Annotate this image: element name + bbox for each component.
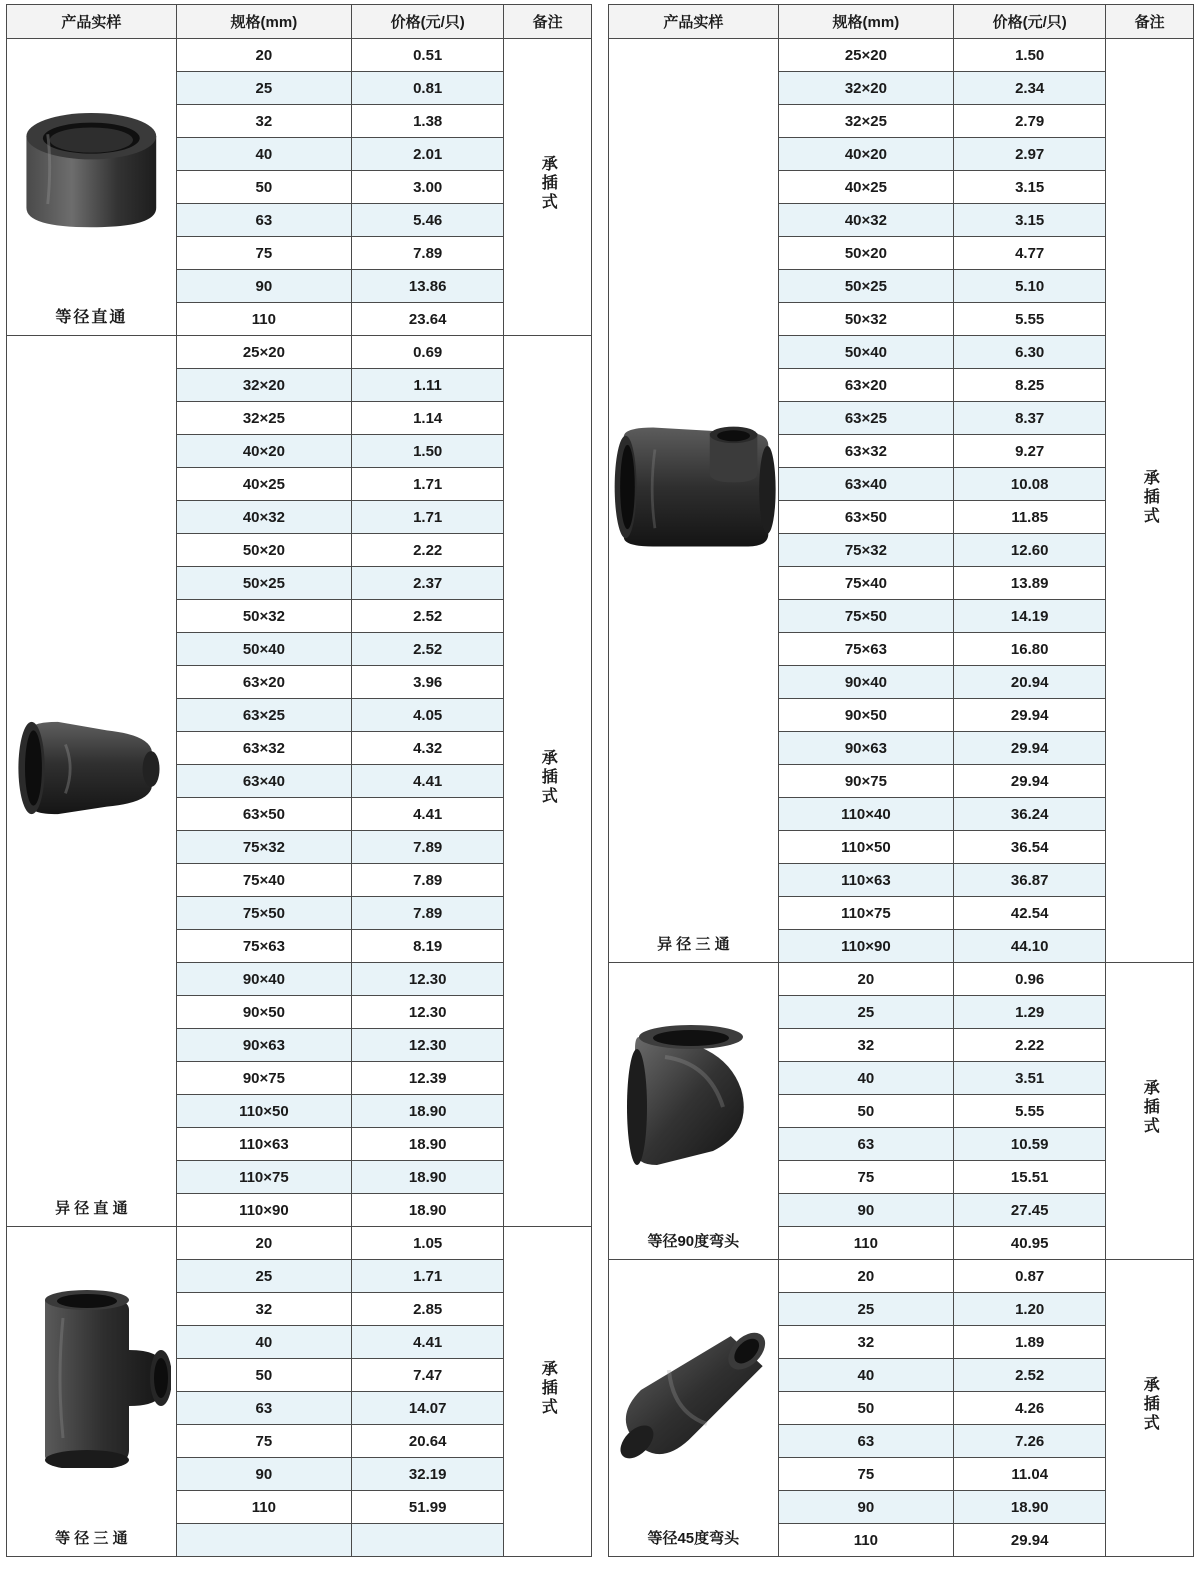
price-cell: 5.46 [352,204,504,237]
price-cell: 20.64 [352,1425,504,1458]
price-cell: 3.15 [954,204,1106,237]
price-cell: 1.71 [352,1260,504,1293]
spec-cell: 110 [176,1491,352,1524]
spec-cell: 32×25 [176,402,352,435]
coupler-photo [9,105,174,240]
product-photo-cell-2 [609,963,779,1260]
price-cell: 27.45 [954,1194,1106,1227]
spec-cell: 40 [778,1062,954,1095]
spec-cell: 110×63 [778,864,954,897]
spec-cell: 63×32 [778,435,954,468]
spec-cell: 63×32 [176,732,352,765]
spec-cell: 25 [778,1293,954,1326]
price-cell: 11.85 [954,501,1106,534]
price-cell: 2.52 [352,600,504,633]
product-name-label: 异 径 三 通 [657,936,730,953]
spec-cell: 110×75 [778,897,954,930]
note-text: 承插式 [1141,1079,1159,1137]
spec-cell: 32×20 [176,369,352,402]
header-photo: 产品实样 [7,5,177,39]
spec-cell: 75×50 [778,600,954,633]
header-note: 备注 [504,5,592,39]
price-cell: 5.55 [954,303,1106,336]
spec-cell: 110×75 [176,1161,352,1194]
note-cell-1 [1106,39,1194,963]
spec-cell: 110×50 [778,831,954,864]
left-price-table [6,4,592,1557]
spec-cell: 90×50 [176,996,352,1029]
price-cell: 51.99 [352,1491,504,1524]
price-cell: 5.55 [954,1095,1106,1128]
price-cell: 1.11 [352,369,504,402]
note-cell-2 [504,336,592,1227]
price-cell [352,1524,504,1557]
spec-cell: 63 [778,1425,954,1458]
spec-cell: 32 [778,1326,954,1359]
spec-cell: 90 [176,270,352,303]
price-cell: 0.96 [954,963,1106,996]
price-cell: 4.41 [352,765,504,798]
spec-cell: 63 [176,1392,352,1425]
spec-cell: 75 [176,237,352,270]
price-cell: 13.86 [352,270,504,303]
spec-cell: 20 [778,1260,954,1293]
price-cell: 1.50 [954,39,1106,72]
spec-cell: 75×40 [176,864,352,897]
price-cell: 10.08 [954,468,1106,501]
price-cell: 3.00 [352,171,504,204]
product-photo-cell-1 [609,39,779,963]
price-cell: 1.50 [352,435,504,468]
table-row [609,39,1194,72]
price-cell: 2.34 [954,72,1106,105]
price-cell: 4.41 [352,1326,504,1359]
price-cell: 2.85 [352,1293,504,1326]
product-name-label: 异 径 直 通 [55,1200,128,1217]
price-cell: 6.30 [954,336,1106,369]
spec-cell: 63×40 [778,468,954,501]
spec-cell: 110 [778,1524,954,1557]
price-cell: 1.71 [352,468,504,501]
spec-cell: 75×40 [778,567,954,600]
price-cell: 8.25 [954,369,1106,402]
spec-cell: 110×90 [778,930,954,963]
price-cell: 12.39 [352,1062,504,1095]
note-cell-1 [504,39,592,336]
spec-cell [176,1524,352,1557]
spec-cell: 50×25 [778,270,954,303]
price-cell: 1.38 [352,105,504,138]
price-cell: 32.19 [352,1458,504,1491]
price-cell: 4.05 [352,699,504,732]
elbow90-photo-container [611,969,776,1226]
price-cell: 7.47 [352,1359,504,1392]
price-cell: 18.90 [352,1095,504,1128]
price-cell: 2.52 [954,1359,1106,1392]
price-cell: 3.96 [352,666,504,699]
price-cell: 8.37 [954,402,1106,435]
spec-cell: 25×20 [176,336,352,369]
price-cell: 1.05 [352,1227,504,1260]
price-cell: 7.89 [352,897,504,930]
price-cell: 0.87 [954,1260,1106,1293]
reducer-photo [9,713,174,823]
price-cell: 0.51 [352,39,504,72]
spec-cell: 63×50 [176,798,352,831]
product-name-label: 等径45度弯头 [647,1530,740,1547]
coupler-photo-container [9,45,174,300]
spec-cell: 75 [778,1161,954,1194]
price-cell: 2.22 [352,534,504,567]
spec-cell: 20 [778,963,954,996]
price-cell: 11.04 [954,1458,1106,1491]
price-cell: 2.97 [954,138,1106,171]
spec-cell: 50×40 [778,336,954,369]
spec-cell: 40 [176,138,352,171]
spec-cell: 90×50 [778,699,954,732]
note-text: 承插式 [539,749,557,807]
elbow45-photo-container [611,1266,776,1523]
note-cell-3 [1106,1260,1194,1557]
spec-cell: 25 [176,1260,352,1293]
spec-cell: 90×75 [778,765,954,798]
price-cell: 7.89 [352,237,504,270]
price-cell: 1.71 [352,501,504,534]
header-note: 备注 [1106,5,1194,39]
header-spec: 规格(mm) [778,5,954,39]
table-row [7,39,592,72]
price-cell: 3.51 [954,1062,1106,1095]
price-cell: 4.41 [352,798,504,831]
spec-cell: 90×40 [176,963,352,996]
tee-photo-container [9,1233,174,1523]
spec-cell: 75×63 [176,930,352,963]
spec-cell: 110×50 [176,1095,352,1128]
spec-cell: 50×32 [778,303,954,336]
note-text: 承插式 [1141,1376,1159,1434]
price-cell: 1.14 [352,402,504,435]
spec-cell: 63×20 [778,369,954,402]
spec-cell: 63×50 [778,501,954,534]
spec-cell: 75×32 [176,831,352,864]
spec-cell: 20 [176,1227,352,1260]
spec-cell: 25 [778,996,954,1029]
reducer-photo-container [9,342,174,1193]
spec-cell: 63 [176,204,352,237]
price-cell: 0.69 [352,336,504,369]
spec-cell: 40×32 [176,501,352,534]
elbow90-photo [613,1023,773,1173]
spec-cell: 50×20 [778,237,954,270]
price-cell: 18.90 [352,1194,504,1227]
table-row [7,1227,592,1260]
price-cell: 36.54 [954,831,1106,864]
spec-cell: 110×63 [176,1128,352,1161]
spec-cell: 40 [778,1359,954,1392]
price-cell: 8.19 [352,930,504,963]
note-text: 承插式 [539,155,557,213]
note-cell-3 [504,1227,592,1557]
price-cell: 36.87 [954,864,1106,897]
elbow45-photo [611,1320,776,1470]
price-cell: 40.95 [954,1227,1106,1260]
price-cell: 7.89 [352,864,504,897]
price-cell: 14.07 [352,1392,504,1425]
price-cell: 20.94 [954,666,1106,699]
price-cell: 4.77 [954,237,1106,270]
spec-cell: 110 [778,1227,954,1260]
spec-cell: 75 [778,1458,954,1491]
product-photo-cell-3 [7,1227,177,1557]
spec-cell: 40×25 [176,468,352,501]
price-cell: 3.15 [954,171,1106,204]
spec-cell: 63×20 [176,666,352,699]
spec-cell: 110 [176,303,352,336]
price-cell: 10.59 [954,1128,1106,1161]
spec-cell: 20 [176,39,352,72]
spec-cell: 50 [778,1095,954,1128]
note-cell-2 [1106,963,1194,1260]
spec-cell: 75 [176,1425,352,1458]
reducing-tee-photo [611,412,776,562]
price-cell: 2.01 [352,138,504,171]
price-cell: 1.20 [954,1293,1106,1326]
price-cell: 12.30 [352,996,504,1029]
price-cell: 7.26 [954,1425,1106,1458]
price-cell: 2.22 [954,1029,1106,1062]
price-cell: 36.24 [954,798,1106,831]
product-name-label: 等径90度弯头 [647,1233,740,1250]
spec-cell: 50 [176,171,352,204]
spec-cell: 110×90 [176,1194,352,1227]
spec-cell: 50×25 [176,567,352,600]
price-cell: 2.37 [352,567,504,600]
product-photo-cell-3 [609,1260,779,1557]
table-header-row [7,5,592,39]
price-cell: 12.30 [352,963,504,996]
spec-cell: 90×63 [778,732,954,765]
price-cell: 16.80 [954,633,1106,666]
price-cell: 12.30 [352,1029,504,1062]
reducing-tee-photo-container [611,45,776,929]
header-photo: 产品实样 [609,5,779,39]
spec-cell: 90 [778,1194,954,1227]
spec-cell: 32 [176,105,352,138]
price-cell: 0.81 [352,72,504,105]
spec-cell: 32 [778,1029,954,1062]
spec-cell: 32 [176,1293,352,1326]
spec-cell: 90 [778,1491,954,1524]
spec-cell: 50×40 [176,633,352,666]
spec-cell: 40×25 [778,171,954,204]
price-cell: 2.79 [954,105,1106,138]
price-cell: 4.26 [954,1392,1106,1425]
spec-cell: 50 [176,1359,352,1392]
price-cell: 2.52 [352,633,504,666]
spec-cell: 25 [176,72,352,105]
price-cell: 7.89 [352,831,504,864]
price-cell: 29.94 [954,1524,1106,1557]
price-cell: 29.94 [954,765,1106,798]
price-cell: 18.90 [352,1128,504,1161]
right-price-table [608,4,1194,1557]
price-cell: 23.64 [352,303,504,336]
spec-cell: 40×20 [778,138,954,171]
tee-photo [11,1288,171,1468]
spec-cell: 75×32 [778,534,954,567]
spec-cell: 40×20 [176,435,352,468]
spec-cell: 90×63 [176,1029,352,1062]
price-cell: 4.32 [352,732,504,765]
spec-cell: 110×40 [778,798,954,831]
price-cell: 14.19 [954,600,1106,633]
price-cell: 18.90 [352,1161,504,1194]
spec-cell: 32×25 [778,105,954,138]
spec-cell: 90 [176,1458,352,1491]
price-cell: 1.89 [954,1326,1106,1359]
price-cell: 13.89 [954,567,1106,600]
price-cell: 5.10 [954,270,1106,303]
right-column [608,4,1194,1582]
spec-cell: 63 [778,1128,954,1161]
price-cell: 29.94 [954,732,1106,765]
spec-cell: 63×25 [778,402,954,435]
spec-cell: 75×50 [176,897,352,930]
spec-cell: 63×25 [176,699,352,732]
product-photo-cell-2 [7,336,177,1227]
product-photo-cell-1 [7,39,177,336]
spec-cell: 75×63 [778,633,954,666]
note-text: 承插式 [539,1359,557,1417]
spec-cell: 90×40 [778,666,954,699]
price-cell: 9.27 [954,435,1106,468]
spec-cell: 40 [176,1326,352,1359]
spec-cell: 50×32 [176,600,352,633]
price-cell: 12.60 [954,534,1106,567]
price-cell: 1.29 [954,996,1106,1029]
price-cell: 15.51 [954,1161,1106,1194]
spec-cell: 90×75 [176,1062,352,1095]
product-name-label: 等径直通 [55,309,128,326]
table-header-row [609,5,1194,39]
spec-cell: 50×20 [176,534,352,567]
table-row [609,963,1194,996]
spec-cell: 32×20 [778,72,954,105]
price-cell: 18.90 [954,1491,1106,1524]
spec-cell: 63×40 [176,765,352,798]
price-cell: 42.54 [954,897,1106,930]
header-spec: 规格(mm) [176,5,352,39]
header-price: 价格(元/只) [954,5,1106,39]
spec-cell: 50 [778,1392,954,1425]
price-cell: 44.10 [954,930,1106,963]
spec-cell: 25×20 [778,39,954,72]
left-column [6,4,592,1582]
note-text: 承插式 [1141,468,1159,526]
table-row [609,1260,1194,1293]
header-price: 价格(元/只) [352,5,504,39]
product-name-label: 等 径 三 通 [55,1530,128,1547]
table-row [7,336,592,369]
price-cell: 29.94 [954,699,1106,732]
spec-cell: 40×32 [778,204,954,237]
